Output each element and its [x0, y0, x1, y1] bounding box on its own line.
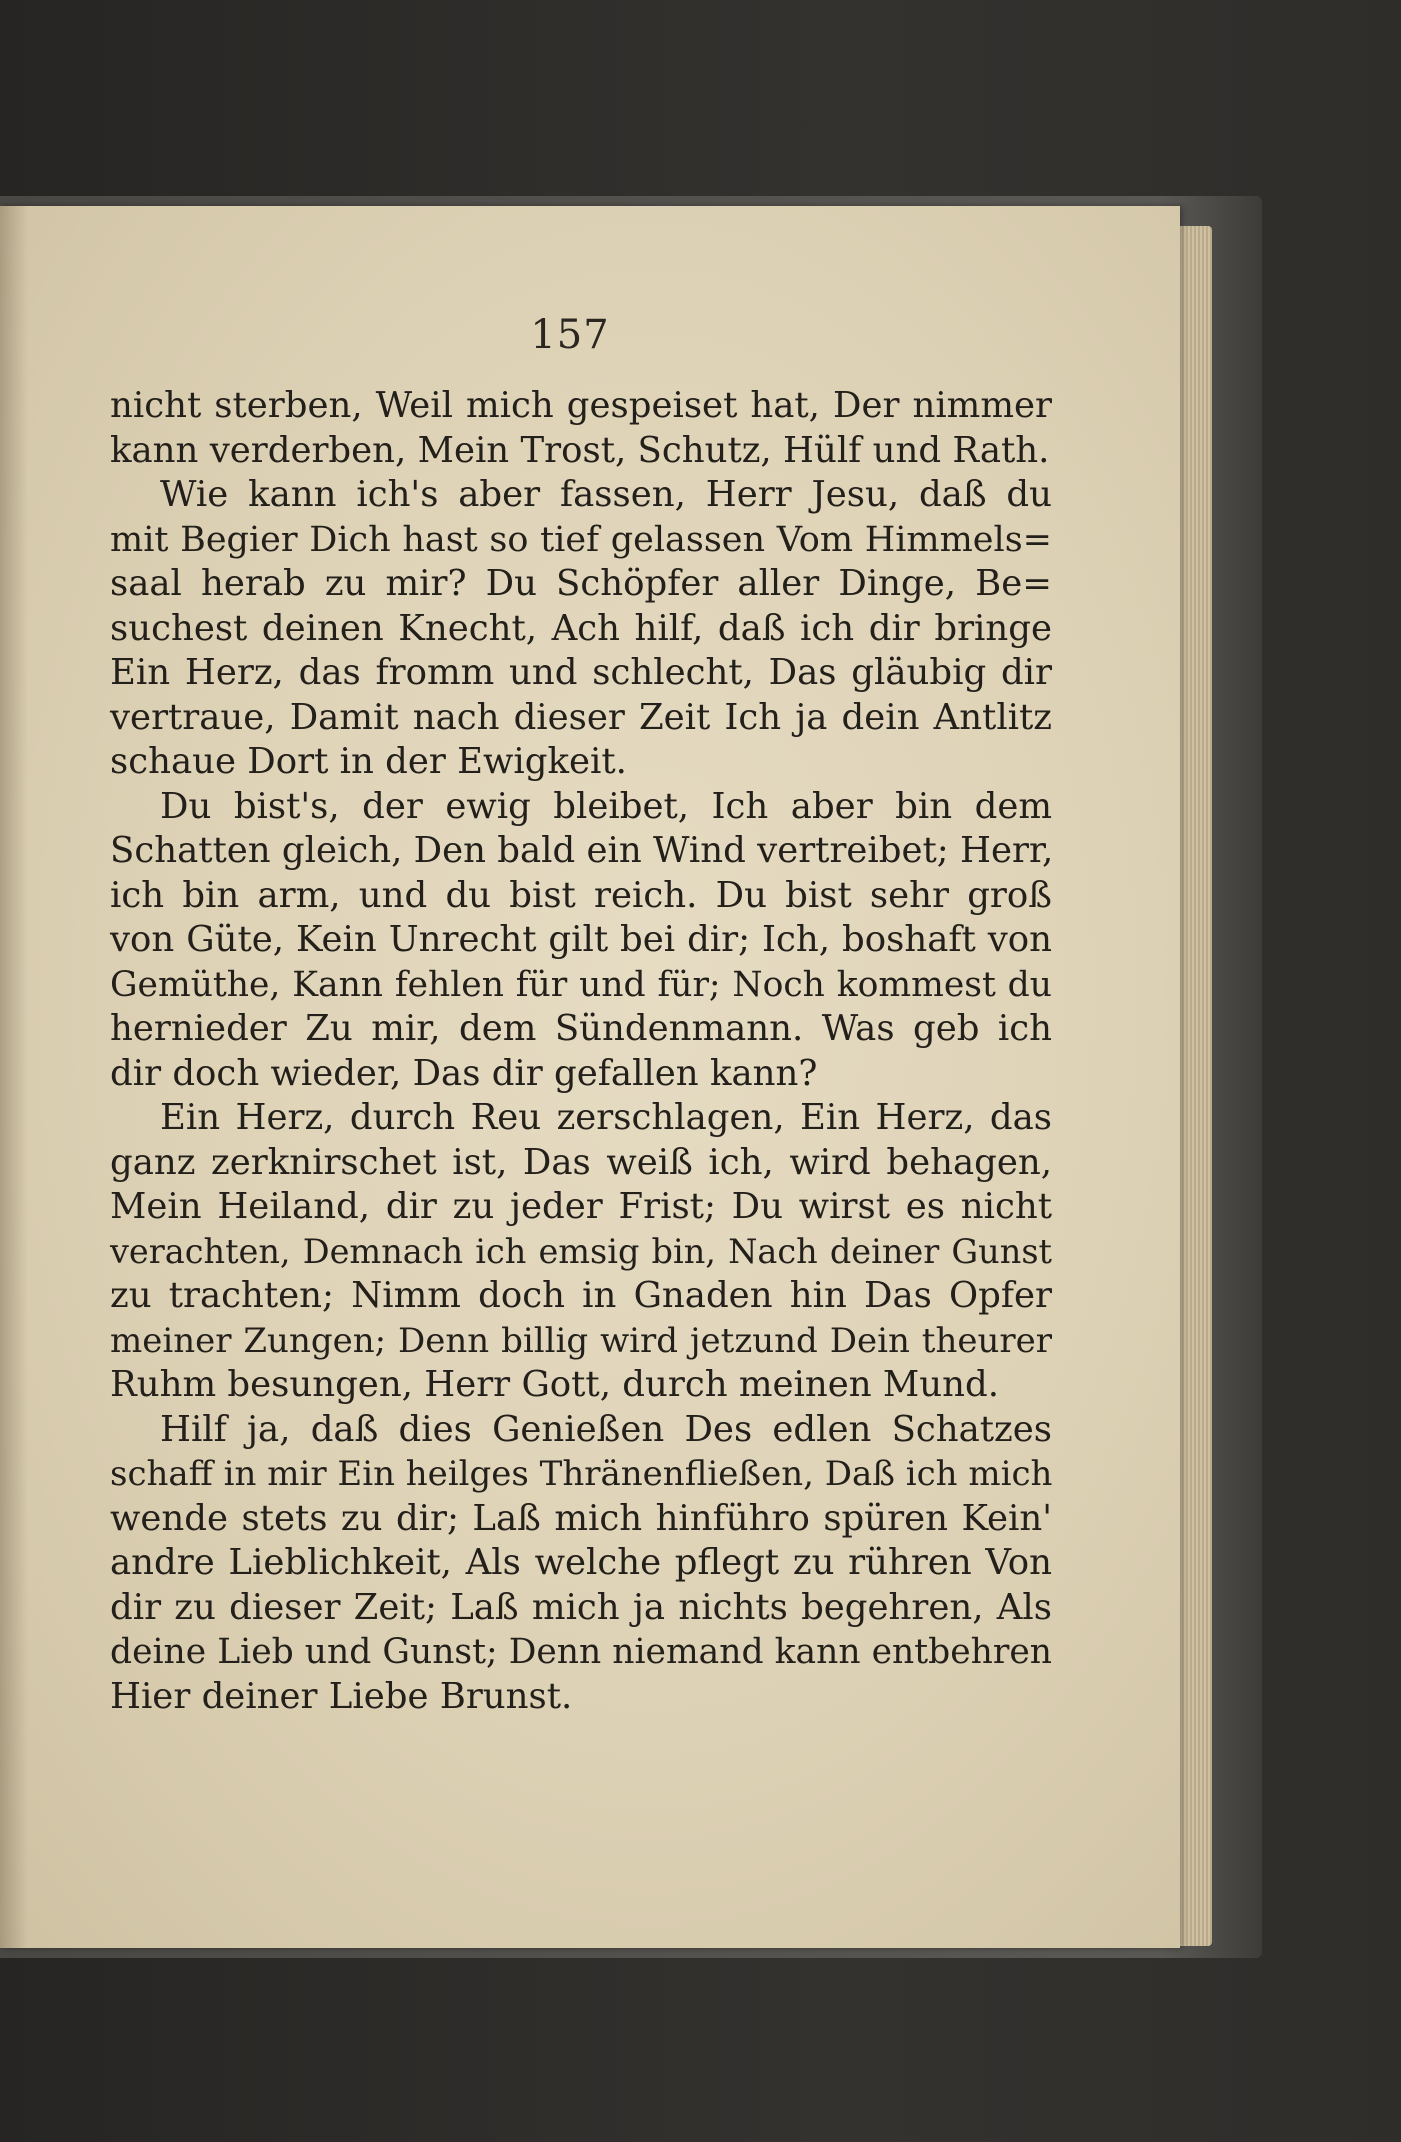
text-line: dir zu dieser Zeit; Laß mich ja nichts begehren, Als	[110, 1586, 1052, 1628]
text-line: schaff in mir Ein heilges Thränenfließen, Daß ich mich	[110, 1454, 1053, 1494]
text-line: Du bist's, der ewig bleibet, Ich aber bin dem	[160, 785, 1052, 827]
text-line: Ruhm besungen, Herr Gott, durch meinen Mund.	[110, 1364, 999, 1405]
text-line: Ein Herz, das fromm und schlecht, Das gläubig dir	[110, 652, 1052, 693]
text-line: von Güte, Kein Unrecht gilt bei dir; Ich, boshaft von	[110, 919, 1052, 960]
text-line: ich bin arm, und du bist reich. Du bist sehr groß	[110, 874, 1052, 916]
text-line: kann verderben, Mein Trost, Schutz, Hülf und Rath.	[110, 429, 1050, 471]
text-line: Schatten gleich, Den bald ein Wind vertreibet; Herr,	[110, 830, 1054, 871]
paragraph	[110, 1096, 1052, 1408]
text-line: Hilf ja, daß dies Genießen Des edlen Schatzes	[160, 1408, 1052, 1450]
paragraph	[110, 785, 1052, 1097]
text-line: Ein Herz, durch Reu zerschlagen, Ein Herz, das	[160, 1097, 1052, 1138]
text-line: ganz zerknirschet ist, Das weiß ich, wird behagen,	[110, 1141, 1052, 1183]
text-line: dir doch wieder, Das dir gefallen kann?	[110, 1052, 818, 1094]
text-line: hernieder Zu mir, dem Sündenmann. Was geb ich	[110, 1008, 1052, 1049]
paragraph	[110, 473, 1052, 785]
text-line: deine Lieb und Gunst; Denn niemand kann entbehren	[110, 1632, 1052, 1672]
paragraph	[110, 384, 1052, 473]
text-line: schaue Dort in der Ewigkeit.	[110, 741, 627, 782]
text-line: wende stets zu dir; Laß mich hinführo spüren Kein'	[110, 1497, 1052, 1539]
text-line: suchest deinen Knecht, Ach hilf, daß ich dir bringe	[110, 607, 1052, 649]
gutter-shadow	[0, 206, 28, 1948]
paragraph	[110, 1408, 1052, 1720]
text-line: saal herab zu mir? Du Schöpfer aller Dinge, Be=	[110, 563, 1052, 604]
text-line: meiner Zungen; Denn billig wird jetzund Dein theurer	[110, 1320, 1052, 1361]
text-line: zu trachten; Nimm doch in Gnaden hin Das Opfer	[110, 1275, 1052, 1316]
text-line: Mein Heiland, dir zu jeder Frist; Du wirst es nicht	[110, 1186, 1052, 1227]
text-line: nicht sterben, Weil mich gespeiset hat, Der nimmer	[110, 385, 1052, 426]
text-line: verachten, Demnach ich emsig bin, Nach deiner Gunst	[110, 1231, 1052, 1271]
text-line: Wie kann ich's aber fassen, Herr Jesu, daß du	[160, 474, 1052, 515]
text-line: Hier deiner Liebe Brunst.	[110, 1675, 573, 1717]
page-text	[110, 384, 1052, 1719]
text-line: andre Lieblichkeit, Als welche pflegt zu rühren Von	[110, 1542, 1052, 1583]
page-number: 157	[530, 312, 610, 358]
text-line: vertraue, Damit nach dieser Zeit Ich ja dein Antlitz	[110, 696, 1052, 738]
text-line: mit Begier Dich hast so tief gelassen Vom Himmels=	[110, 519, 1052, 560]
text-line: Gemüthe, Kann fehlen für und für; Noch kommest du	[110, 964, 1052, 1005]
